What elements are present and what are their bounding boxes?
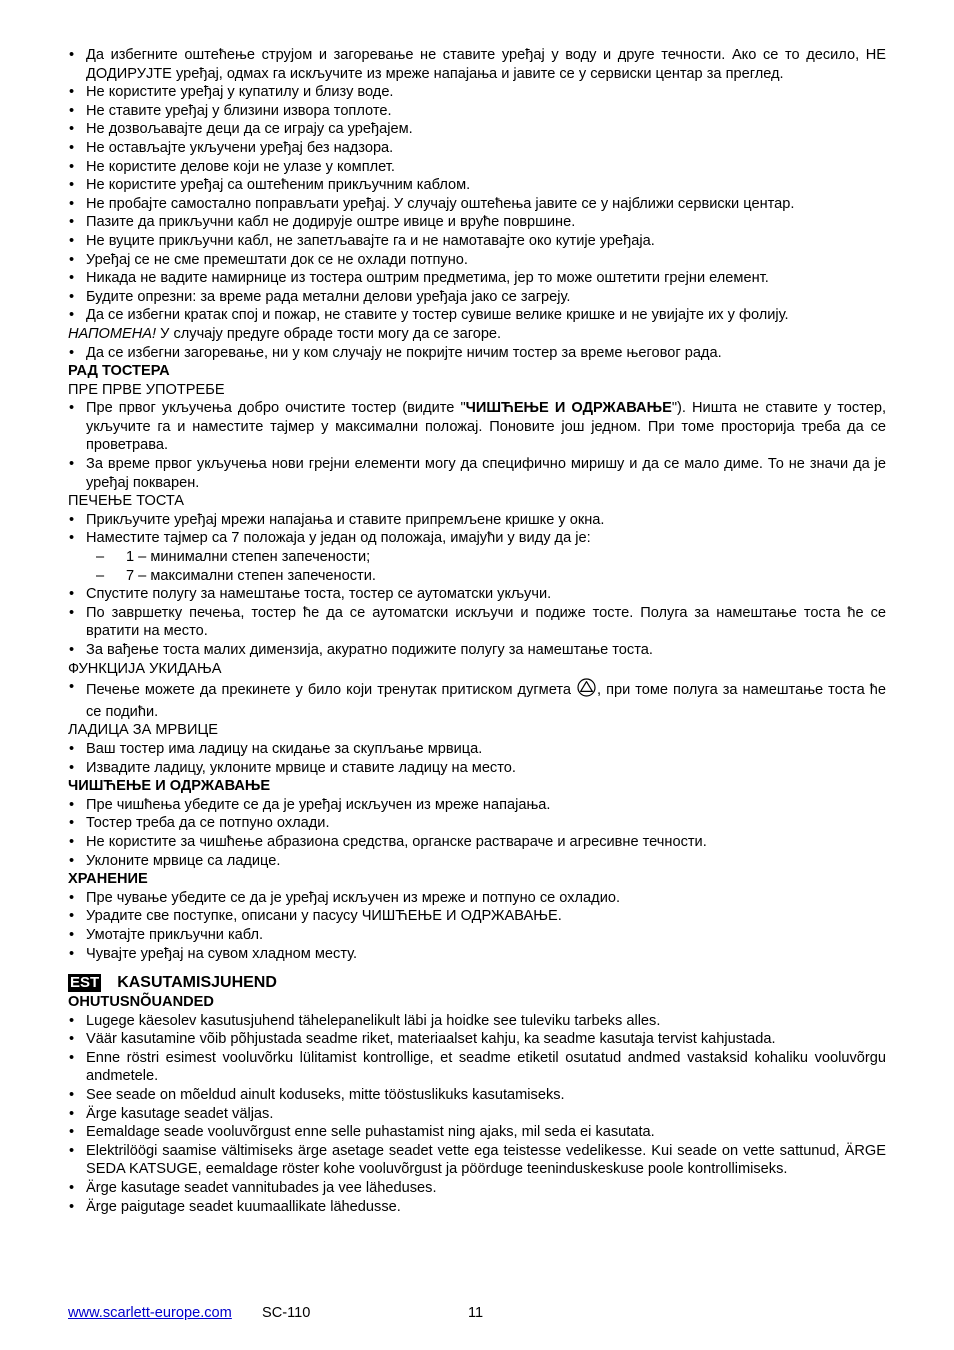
list-item: • Не користите уређај у купатилу и близу воде. xyxy=(68,83,886,102)
sr-safety-list xyxy=(68,46,886,325)
list-item: • Ärge paigutage seadet kuumaallikate lähedusse. xyxy=(68,1198,886,1217)
bold-reference: ЧИШЋЕЊЕ И ОДРЖАВАЊЕ xyxy=(465,400,672,417)
list-item: • Не пробајте самостално поправљати уређај. У случају оштећења јавите се у најближи сервиски центар. xyxy=(68,195,886,214)
page-number: 11 xyxy=(468,1305,484,1321)
note xyxy=(68,325,886,344)
list-item: • Не дозвољавајте деци да се играју са уређајем. xyxy=(68,120,886,139)
subsection-heading: ПРЕ ПРВЕ УПОТРЕБЕ xyxy=(68,381,225,398)
list-item: • Уклоните мрвице са ладице. xyxy=(68,852,886,871)
list-item: • Тостер треба да се потпуно охлади. xyxy=(68,814,886,833)
page-footer xyxy=(68,1304,886,1322)
language-badge: EST xyxy=(70,974,100,992)
list-item: • Не вуците прикључни кабл, не запетљавајте га и не намотавајте око кутије уређаја. xyxy=(68,232,886,251)
list-item: • Печење можете да прекинете у било који тренутак притиском дугмета , при томе полуга за намештање тоста ће се подићи. xyxy=(68,678,886,721)
section-heading: ЧИШЋЕЊЕ И ОДРЖАВАЊЕ xyxy=(68,778,271,795)
list-item: • По завршетку печења, тостер ће да се аутоматски искључи и подиже тосте. Полуга за намештање тоста ће се вратити на место. xyxy=(68,604,886,641)
list-item: • Урадите све поступке, описани у пасусу ЧИШЋЕЊЕ И ОДРЖАВАЊЕ. xyxy=(68,907,886,926)
list-item: • Да се избегни загоревање, ни у ком случају не покријте ничим тостер за време његовог рада. xyxy=(68,344,886,363)
subsection-heading: ЛАДИЦА ЗА МРВИЦЕ xyxy=(68,722,218,739)
section-heading: OHUTUSNÕUANDED xyxy=(68,994,214,1011)
language-section-header xyxy=(68,973,886,993)
note-label: НАПОМЕНА! xyxy=(68,325,157,342)
list-item: • Не користите за чишћење абразиона средства, органске растварачe и агресивне течности. xyxy=(68,833,886,852)
list-item: • Уређај се не сме премештати док се не охлади потпуно. xyxy=(68,251,886,270)
list-item: • Будите опрезни: за време рада метални делови уређаја јако се загреју. xyxy=(68,288,886,307)
list-item: • Прикључите уређај мрежи напајања и ставите припремљене кришке у окна. xyxy=(68,511,886,530)
section-heading: ХРАНЕНИЕ xyxy=(68,871,148,888)
list-item: • Ärge kasutage seadet vannitubades ja vee läheduses. xyxy=(68,1179,886,1198)
list-item: • Пре чување убедите се да је уређај искључен из мреже и потпуно се охладио. xyxy=(68,889,886,908)
list-item: • За вађење тоста малих димензија, акуратно подижите полугу за намештање тоста. xyxy=(68,641,886,660)
list-item: • Не ставите уређај у близини извора топлоте. xyxy=(68,102,886,121)
list-item: • Да избегните оштећење струјом и загоревање не ставите уређај у воду и друге течности. Ако се то десило, НЕ ДОДИРУЈТЕ уређај, одмах га искључите из мреже напајања и јавите се у сервиски центар за преглед. xyxy=(68,46,886,83)
website-link[interactable]: www.scarlett-europe.com xyxy=(68,1305,232,1321)
list-item: • Извадите ладицу, уклоните мрвице и ставите ладицу на место. xyxy=(68,759,886,778)
list-item: • Lugege käesolev kasutusjuhend tähelepanelikult läbi ja hoidke see tuleviku tarbeks alles. xyxy=(68,1012,886,1031)
list-item: • За време првог укључења нови грејни елементи могу да специфично миришу и да се мало диме. То не значи да је уређај покварен. xyxy=(68,455,886,492)
section-heading: РАД ТОСТЕРА xyxy=(68,363,170,380)
list-item: • Пре првог укључења добро очистите тостер (видите "ЧИШЋЕЊЕ И ОДРЖАВАЊЕ"). Ништа не ставите у тостер, укључите га и наместите тајмер у максимални положај. Поновите још једном. При томе просторија треба да се проветрава. xyxy=(68,399,886,455)
cancel-triangle-circle-icon xyxy=(577,678,596,703)
list-item: • Не користите делове који не улазе у комплет. xyxy=(68,158,886,177)
list-item: • Väär kasutamine võib põhjustada seadme riket, materiaalset kahju, ka seadme kasutaja tervist kahjustada. xyxy=(68,1030,886,1049)
dash-item: – 1 – минимални степен запечености; xyxy=(68,548,886,567)
list-item: • Пазите да прикључни кабл не додирује оштре ивице и вруће површине. xyxy=(68,213,886,232)
list-item: • Elektrilöögi saamise vältimiseks ärge asetage seadet vette ega teistesse vedelikesse. Kui seade on vette sattunud, ÄRGE SEDA KATSUGE, eemaldage röster kohe vooluvõrgust ja pöörduge teeninduskeskuse poole kontrollimiseks. xyxy=(68,1142,886,1179)
subsection-heading: ФУНКЦИЈА УКИДАЊА xyxy=(68,660,222,677)
document-page xyxy=(68,46,886,1216)
list-item: • Ärge kasutage seadet väljas. xyxy=(68,1105,886,1124)
section-title: KASUTAMISJUHEND xyxy=(117,974,277,992)
model-number: SC-110 xyxy=(262,1305,311,1321)
list-item: • Enne röstri esimest vooluvõrku lülitamist kontrollige, et seadme etiketil osutatud andmed vastaksid kohaliku vooluvõrgu andmetele. xyxy=(68,1049,886,1086)
note-text: У случају предуге обраде тости могу да се загоре. xyxy=(156,325,502,342)
list-item: • Никада не вадите намирнице из тостера оштрим предметима, јер то може оштетити грејни елемент. xyxy=(68,269,886,288)
list-item: • Да се избегни кратак спој и пожар, не ставите у тостер сувише велике кришке и не увијајте их у фолију. xyxy=(68,306,886,325)
list-item: • Спустите полугу за намештање тоста, тостер се аутоматски укључи. xyxy=(68,585,886,604)
list-item: • Не остављајте укључени уређај без надзора. xyxy=(68,139,886,158)
list-item: • See seade on mõeldud ainult koduseks, mitte tööstuslikuks kasutamiseks. xyxy=(68,1086,886,1105)
list-item: • Наместите тајмер са 7 положаја у један од положаја, имајући у виду да је: xyxy=(68,529,886,548)
dash-item: – 7 – максимални степен запечености. xyxy=(68,567,886,586)
list-item: • Eemaldage seade vooluvõrgust enne selle puhastamist ning ajaks, mil seda ei kasutata. xyxy=(68,1123,886,1142)
list-item: • Чувајте уређај на сувом хладном месту. xyxy=(68,945,886,964)
list-item: • Ваш тостер има ладицу на скидање за скупљање мрвица. xyxy=(68,740,886,759)
list-item: • Умотајте прикључни кабл. xyxy=(68,926,886,945)
list-item: • Пре чишћења убедите се да је уређај искључен из мреже напајања. xyxy=(68,796,886,815)
subsection-heading: ПЕЧЕЊЕ ТОСТА xyxy=(68,493,185,510)
list-item: • Не користите уређај са оштећеним прикључним каблом. xyxy=(68,176,886,195)
